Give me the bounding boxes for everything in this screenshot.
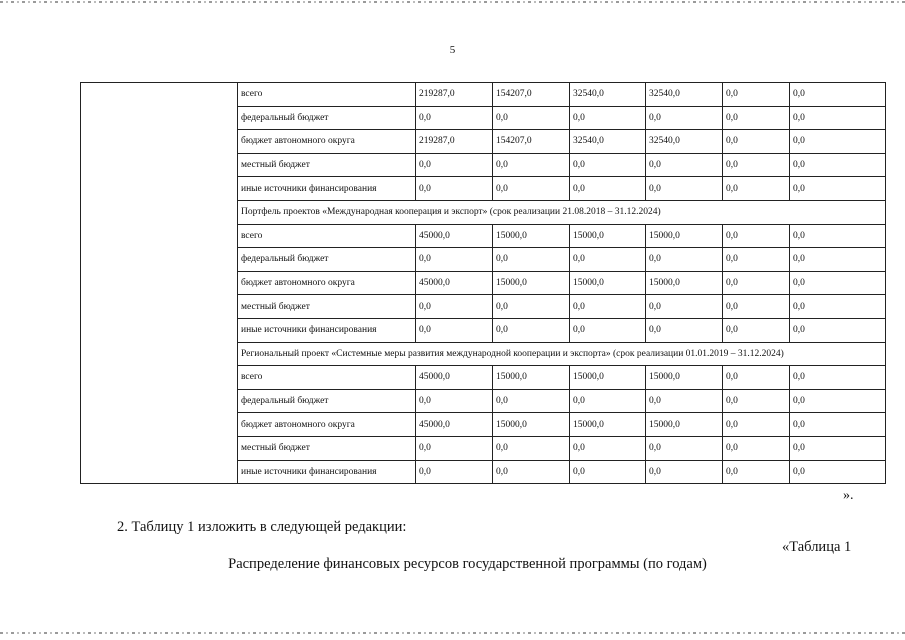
value-cell: 0,0 [416,389,493,413]
value-cell: 0,0 [570,177,646,201]
value-cell: 0,0 [790,130,886,154]
page-number: 5 [449,44,456,56]
value-cell: 0,0 [416,436,493,460]
value-cell: 45000,0 [416,224,493,248]
value-cell: 0,0 [790,295,886,319]
table-row [81,83,886,107]
row-label-cell: местный бюджет [238,436,416,460]
row-label-cell: иные источники финансирования [238,177,416,201]
amendment-paragraph: 2. Таблицу 1 изложить в следующей редакции: [117,519,407,535]
value-cell: 154207,0 [493,83,570,107]
value-cell: 154207,0 [493,130,570,154]
value-cell: 0,0 [570,106,646,130]
value-cell: 0,0 [723,130,790,154]
value-cell: 45000,0 [416,366,493,390]
value-cell: 15000,0 [493,271,570,295]
value-cell: 0,0 [646,460,723,484]
value-cell: 0,0 [416,177,493,201]
value-cell: 0,0 [723,460,790,484]
value-cell: 0,0 [493,177,570,201]
value-cell: 15000,0 [646,271,723,295]
row-label-cell: всего [238,224,416,248]
value-cell: 0,0 [646,248,723,272]
value-cell: 0,0 [723,224,790,248]
value-cell: 15000,0 [493,366,570,390]
value-cell: 0,0 [646,106,723,130]
merged-blank-cell [81,83,238,484]
value-cell: 15000,0 [570,366,646,390]
scan-edge-top [0,1,905,3]
value-cell: 0,0 [790,460,886,484]
value-cell: 0,0 [790,389,886,413]
table-caption: «Таблица 1 [782,539,852,555]
row-label-cell: всего [238,366,416,390]
value-cell: 0,0 [570,295,646,319]
value-cell: 0,0 [493,153,570,177]
value-cell: 0,0 [723,153,790,177]
value-cell: 0,0 [646,389,723,413]
value-cell: 0,0 [723,318,790,342]
value-cell: 0,0 [570,436,646,460]
value-cell: 0,0 [790,177,886,201]
value-cell: 0,0 [570,248,646,272]
section-heading: Распределение финансовых ресурсов государственной программы (по годам) [228,556,707,572]
value-cell: 0,0 [493,460,570,484]
value-cell: 0,0 [416,295,493,319]
value-cell: 219287,0 [416,130,493,154]
value-cell: 0,0 [416,318,493,342]
value-cell: 0,0 [493,436,570,460]
group-header-cell: Региональный проект «Системные меры развития международной кооперации и экспорта» (срок реализации 01.01.2019 – 31.12.2024) [238,342,886,366]
value-cell: 0,0 [646,295,723,319]
value-cell: 0,0 [570,389,646,413]
value-cell: 45000,0 [416,413,493,437]
value-cell: 0,0 [790,436,886,460]
row-label-cell: федеральный бюджет [238,248,416,272]
value-cell: 32540,0 [570,130,646,154]
value-cell: 0,0 [646,153,723,177]
value-cell: 0,0 [790,224,886,248]
value-cell: 32540,0 [646,130,723,154]
value-cell: 0,0 [790,366,886,390]
value-cell: 45000,0 [416,271,493,295]
value-cell: 0,0 [790,106,886,130]
group-header-cell: Портфель проектов «Международная кооперация и экспорт» (срок реализации 21.08.2018 – 31.12.2024) [238,200,886,224]
row-label-cell: бюджет автономного округа [238,130,416,154]
value-cell: 0,0 [723,177,790,201]
value-cell: 0,0 [723,366,790,390]
row-label-cell: местный бюджет [238,153,416,177]
value-cell: 0,0 [493,106,570,130]
value-cell: 0,0 [790,153,886,177]
value-cell: 0,0 [493,295,570,319]
value-cell: 0,0 [416,153,493,177]
value-cell: 15000,0 [570,413,646,437]
value-cell: 0,0 [723,295,790,319]
value-cell: 0,0 [493,318,570,342]
value-cell: 0,0 [570,460,646,484]
row-label-cell: иные источники финансирования [238,460,416,484]
value-cell: 32540,0 [646,83,723,107]
closing-quote: ». [843,488,854,503]
value-cell: 15000,0 [493,224,570,248]
value-cell: 0,0 [646,177,723,201]
value-cell: 0,0 [723,271,790,295]
value-cell: 0,0 [723,106,790,130]
value-cell: 0,0 [790,271,886,295]
value-cell: 0,0 [790,413,886,437]
value-cell: 0,0 [723,83,790,107]
value-cell: 0,0 [570,318,646,342]
row-label-cell: бюджет автономного округа [238,413,416,437]
row-label-cell: бюджет автономного округа [238,271,416,295]
financing-table [80,82,886,484]
value-cell: 0,0 [570,153,646,177]
value-cell: 0,0 [646,318,723,342]
value-cell: 0,0 [493,248,570,272]
value-cell: 0,0 [723,413,790,437]
value-cell: 0,0 [493,389,570,413]
value-cell: 0,0 [790,248,886,272]
value-cell: 0,0 [790,318,886,342]
value-cell: 15000,0 [646,224,723,248]
value-cell: 15000,0 [570,271,646,295]
value-cell: 15000,0 [570,224,646,248]
value-cell: 0,0 [790,83,886,107]
value-cell: 0,0 [723,248,790,272]
row-label-cell: местный бюджет [238,295,416,319]
row-label-cell: иные источники финансирования [238,318,416,342]
value-cell: 219287,0 [416,83,493,107]
row-label-cell: федеральный бюджет [238,106,416,130]
value-cell: 0,0 [723,389,790,413]
scan-edge-bottom [0,632,905,634]
value-cell: 0,0 [416,248,493,272]
row-label-cell: всего [238,83,416,107]
value-cell: 0,0 [416,106,493,130]
value-cell: 0,0 [416,460,493,484]
row-label-cell: федеральный бюджет [238,389,416,413]
value-cell: 15000,0 [646,366,723,390]
value-cell: 0,0 [723,436,790,460]
value-cell: 15000,0 [646,413,723,437]
value-cell: 32540,0 [570,83,646,107]
value-cell: 0,0 [646,436,723,460]
value-cell: 15000,0 [493,413,570,437]
